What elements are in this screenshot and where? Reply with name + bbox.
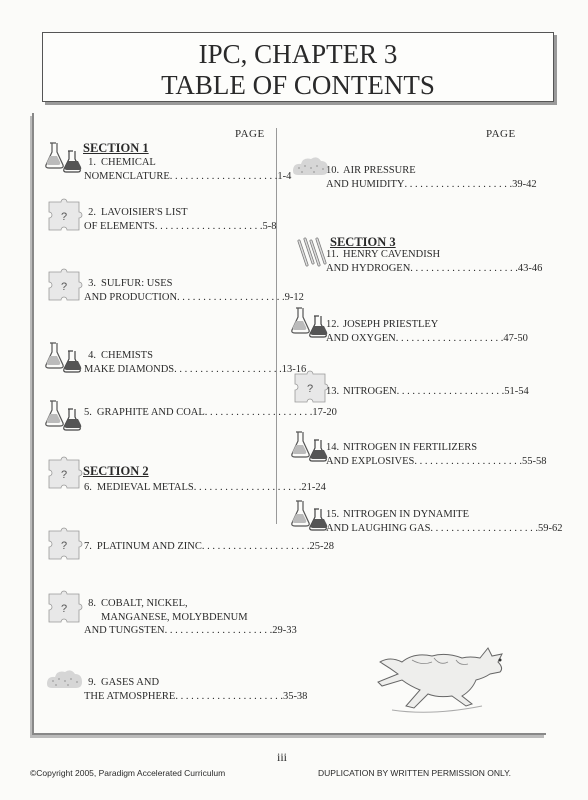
element-tile-icon	[46, 269, 82, 303]
page-label-left: PAGE	[235, 128, 265, 140]
toc-entry-14: 14. NITROGEN IN FERTILIZERS AND EXPLOSIVES . . . . . . . . . . . . . . . . . . . . . 55-58	[326, 442, 547, 467]
flask-icon	[44, 341, 84, 375]
toc-entry-9: 9. GASES AND THE ATMOSPHERE . . . . . . . . . . . . . . . . . . . . . 35-38	[84, 677, 308, 702]
scroll-icon	[295, 235, 329, 271]
page-label-right: PAGE	[486, 128, 516, 140]
toc-entry-1: 1. CHEMICAL NOMENCLATURE . . . . . . . . . . . . . . . . . . . . . 1-4	[84, 157, 292, 182]
toc-entry-10: 10. AIR PRESSURE AND HUMIDITY . . . . . . . . . . . . . . . . . . . . . 39-42	[326, 165, 537, 190]
toc-entry-13: 13. NITROGEN . . . . . . . . . . . . . . . . . . . . . 51-54	[326, 386, 529, 397]
element-tile-icon	[46, 591, 82, 625]
toc-entry-2: 2. LAVOISIER'S LIST OF ELEMENTS . . . . . . . . . . . . . . . . . . . . . 5-8	[84, 207, 277, 232]
section-2-heading: SECTION 2	[83, 464, 149, 478]
title-line-2: TABLE OF CONTENTS	[161, 70, 435, 100]
section-3-heading: SECTION 3	[330, 235, 396, 249]
toc-entry-6: 6. MEDIEVAL METALS . . . . . . . . . . . . . . . . . . . . . 21-24	[84, 482, 326, 493]
flask-icon	[290, 306, 330, 340]
flask-icon	[44, 399, 84, 433]
toc-entry-4: 4. CHEMISTS MAKE DIAMONDS . . . . . . . . . . . . . . . . . . . . . 13-16	[84, 350, 307, 375]
toc-entry-3: 3. SULFUR: USES AND PRODUCTION . . . . . . . . . . . . . . . . . . . . . 9-12	[84, 278, 304, 303]
toc-entry-15: 15. NITROGEN IN DYNAMITE AND LAUGHING GAS . . . . . . . . . . . . . . . . . . . . . 59-62	[326, 509, 563, 534]
toc-entry-5: 5. GRAPHITE AND COAL . . . . . . . . . . . . . . . . . . . . . 17-20	[84, 407, 337, 418]
wolf-illustration	[372, 640, 532, 720]
copyright-text: ©Copyright 2005, Paradigm Accelerated Curriculum	[30, 768, 226, 778]
flask-icon	[44, 141, 84, 175]
page-number: iii	[277, 750, 288, 764]
toc-entry-7: 7. PLATINUM AND ZINC . . . . . . . . . . . . . . . . . . . . . 25-28	[84, 541, 334, 552]
title-box	[42, 32, 554, 102]
toc-entry-12: 12. JOSEPH PRIESTLEY AND OXYGEN . . . . . . . . . . . . . . . . . . . . . 47-50	[326, 319, 528, 344]
title-line-1: IPC, CHAPTER 3	[198, 39, 398, 69]
section-1-heading: SECTION 1	[83, 141, 149, 155]
toc-entry-8: 8. COBALT, NICKEL, MANGANESE, MOLYBDENUM AND TUNGSTEN . . . . . . . . . . . . . . . . . . . . . 29-33	[84, 598, 297, 636]
flask-icon	[290, 430, 330, 464]
flask-icon	[290, 499, 330, 533]
element-tile-icon	[46, 528, 82, 562]
element-tile-icon	[46, 457, 82, 491]
element-tile-icon	[292, 371, 328, 405]
column-divider	[276, 128, 277, 524]
cloud-icon	[44, 666, 86, 696]
duplication-notice: DUPLICATION BY WRITTEN PERMISSION ONLY.	[318, 768, 512, 778]
toc-entry-11: 11. HENRY CAVENDISH AND HYDROGEN . . . . . . . . . . . . . . . . . . . . . 43-46	[326, 249, 543, 274]
element-tile-icon	[46, 199, 82, 233]
